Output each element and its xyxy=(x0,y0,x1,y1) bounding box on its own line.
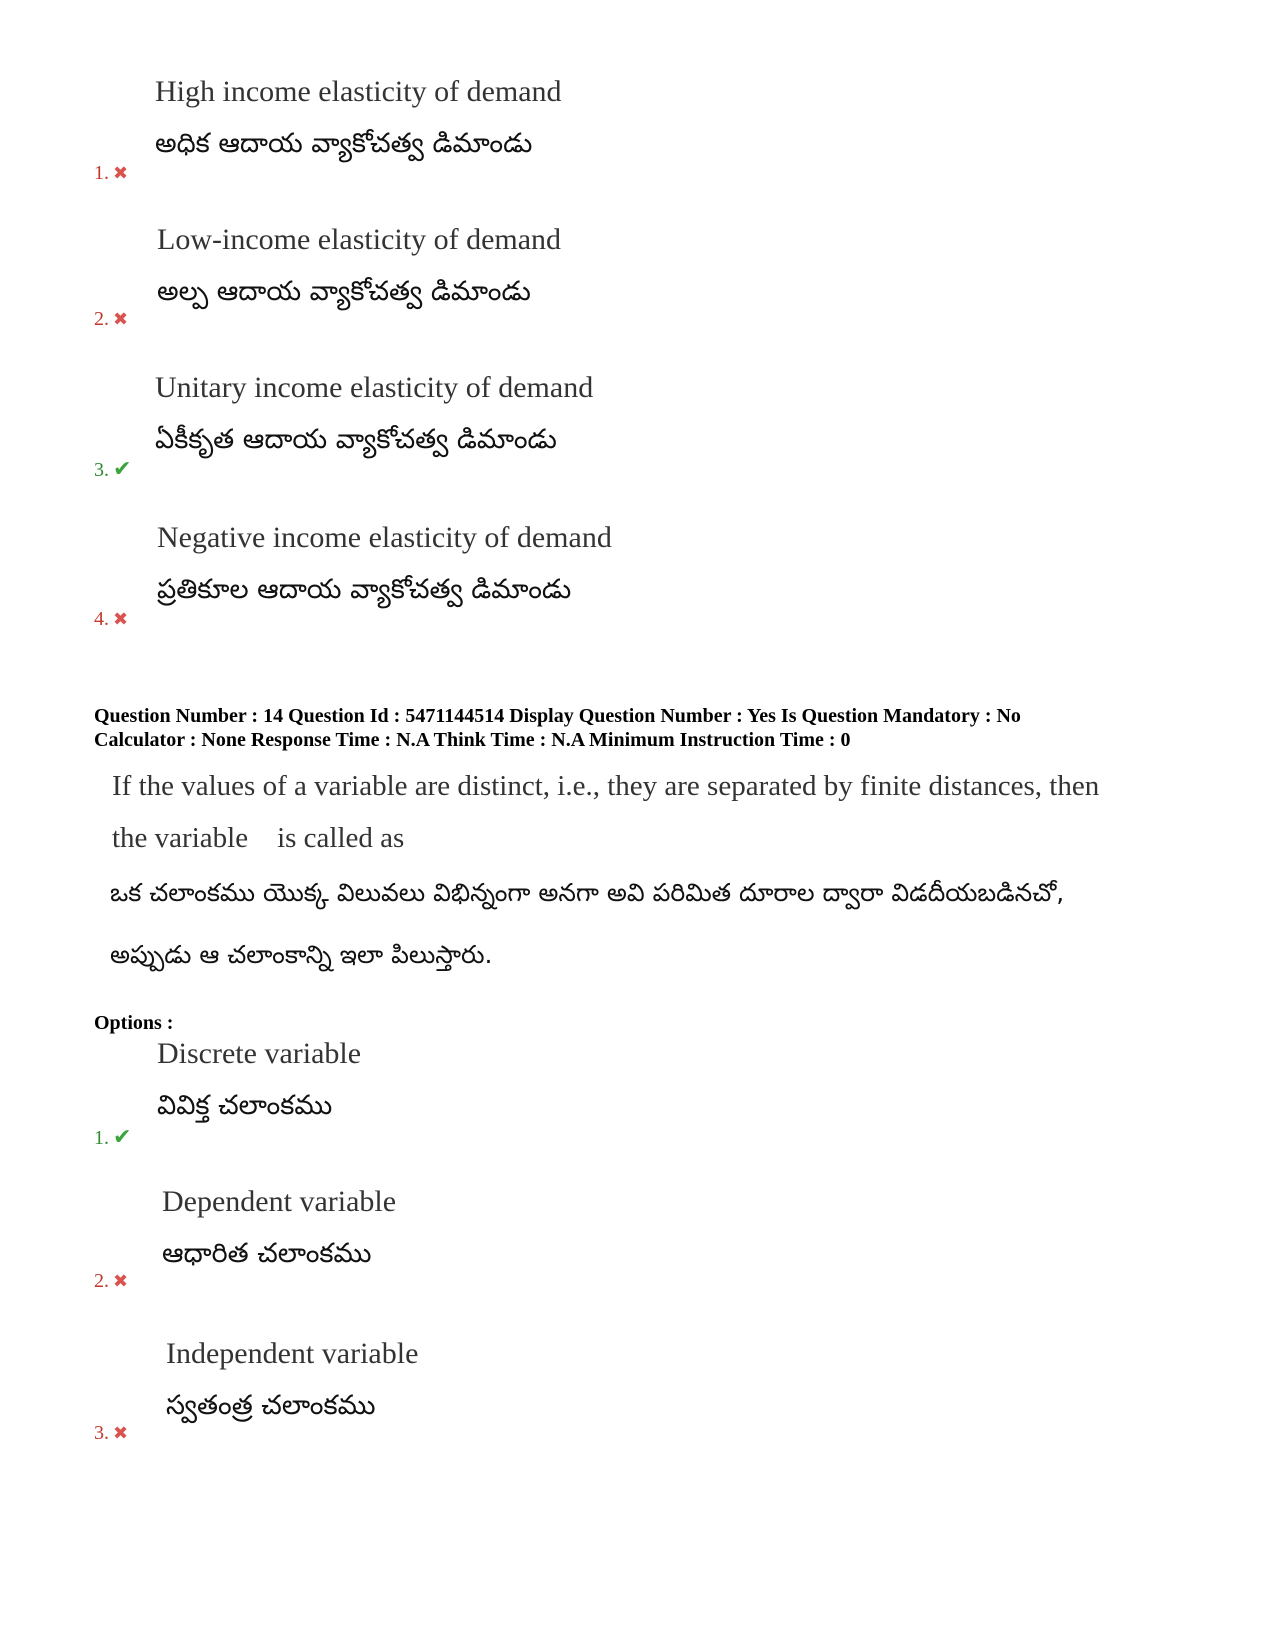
cross-icon: ✖ xyxy=(113,1271,129,1291)
prev-option-2 xyxy=(0,218,1275,368)
cross-icon: ✖ xyxy=(113,163,129,183)
option-number: 2. ✖ xyxy=(94,308,129,330)
option-2 xyxy=(0,1180,1275,1330)
option-number: 2. ✖ xyxy=(94,1270,129,1292)
option-number: 3. ✔ xyxy=(94,456,132,481)
cross-icon: ✖ xyxy=(113,309,129,329)
option-text-te: ప్రతికూల ఆదాయ వ్యాకోచత్వ డిమాండు xyxy=(157,574,572,605)
option-text-en: Unitary income elasticity of demand xyxy=(155,371,594,404)
cross-icon: ✖ xyxy=(113,1423,129,1443)
option-text-te: అధిక ఆదాయ వ్యాకోచత్వ డిమాండు xyxy=(155,128,533,159)
question-meta-line-2: Calculator : None Response Time : N.A Think Time : N.A Minimum Instruction Time : 0 xyxy=(94,729,851,751)
option-text-en: Independent variable xyxy=(166,1337,419,1370)
option-text-te: స్వతంత్ర చలాంకము xyxy=(166,1390,376,1421)
option-text-en: Negative income elasticity of demand xyxy=(157,521,612,554)
option-text-te: ఆధారిత చలాంకము xyxy=(162,1238,372,1269)
option-text-te: ఏకీకృత ఆదాయ వ్యాకోచత్వ డిమాండు xyxy=(155,424,557,455)
question-text-en-line-2: the variable is called as xyxy=(112,822,405,854)
option-text-en: Discrete variable xyxy=(157,1037,362,1070)
option-text-en: High income elasticity of demand xyxy=(155,75,562,108)
option-text-te: అల్ప ఆదాయ వ్యాకోచత్వ డిమాండు xyxy=(157,276,531,307)
question-meta xyxy=(94,704,1214,752)
option-number: 1. ✖ xyxy=(94,162,129,184)
option-text-te: వివిక్త చలాంకము xyxy=(157,1090,333,1121)
options-label: Options : xyxy=(94,1012,174,1034)
question-meta-line-1: Question Number : 14 Question Id : 5471144514 Display Question Number : Yes Is Question Mandatory : No xyxy=(94,705,1021,727)
option-number: 3. ✖ xyxy=(94,1422,129,1444)
check-icon: ✔ xyxy=(113,456,132,481)
option-1 xyxy=(0,1032,1275,1182)
check-icon: ✔ xyxy=(113,1124,132,1149)
option-text-en: Low-income elasticity of demand xyxy=(157,223,562,256)
option-3 xyxy=(0,1332,1275,1482)
question-text-te-line-2: అప్పుడు ఆ చలాంకాన్ని ఇలా పిలుస్తారు. xyxy=(110,940,493,969)
question-text-en-line-1: If the values of a variable are distinct, i.e., they are separated by finite distances, then xyxy=(112,770,1100,802)
prev-option-4 xyxy=(0,516,1275,666)
prev-option-3 xyxy=(0,366,1275,516)
option-number: 1. ✔ xyxy=(94,1124,132,1149)
prev-option-1 xyxy=(0,70,1275,220)
option-number: 4. ✖ xyxy=(94,608,129,630)
question-text-te-line-1: ఒక చలాంకము యొక్క విలువలు విభిన్నంగా అనగా అవి పరిమిత దూరాల ద్వారా విడదీయబడినచో, xyxy=(110,878,1065,907)
option-text-en: Dependent variable xyxy=(162,1185,397,1218)
cross-icon: ✖ xyxy=(113,609,129,629)
